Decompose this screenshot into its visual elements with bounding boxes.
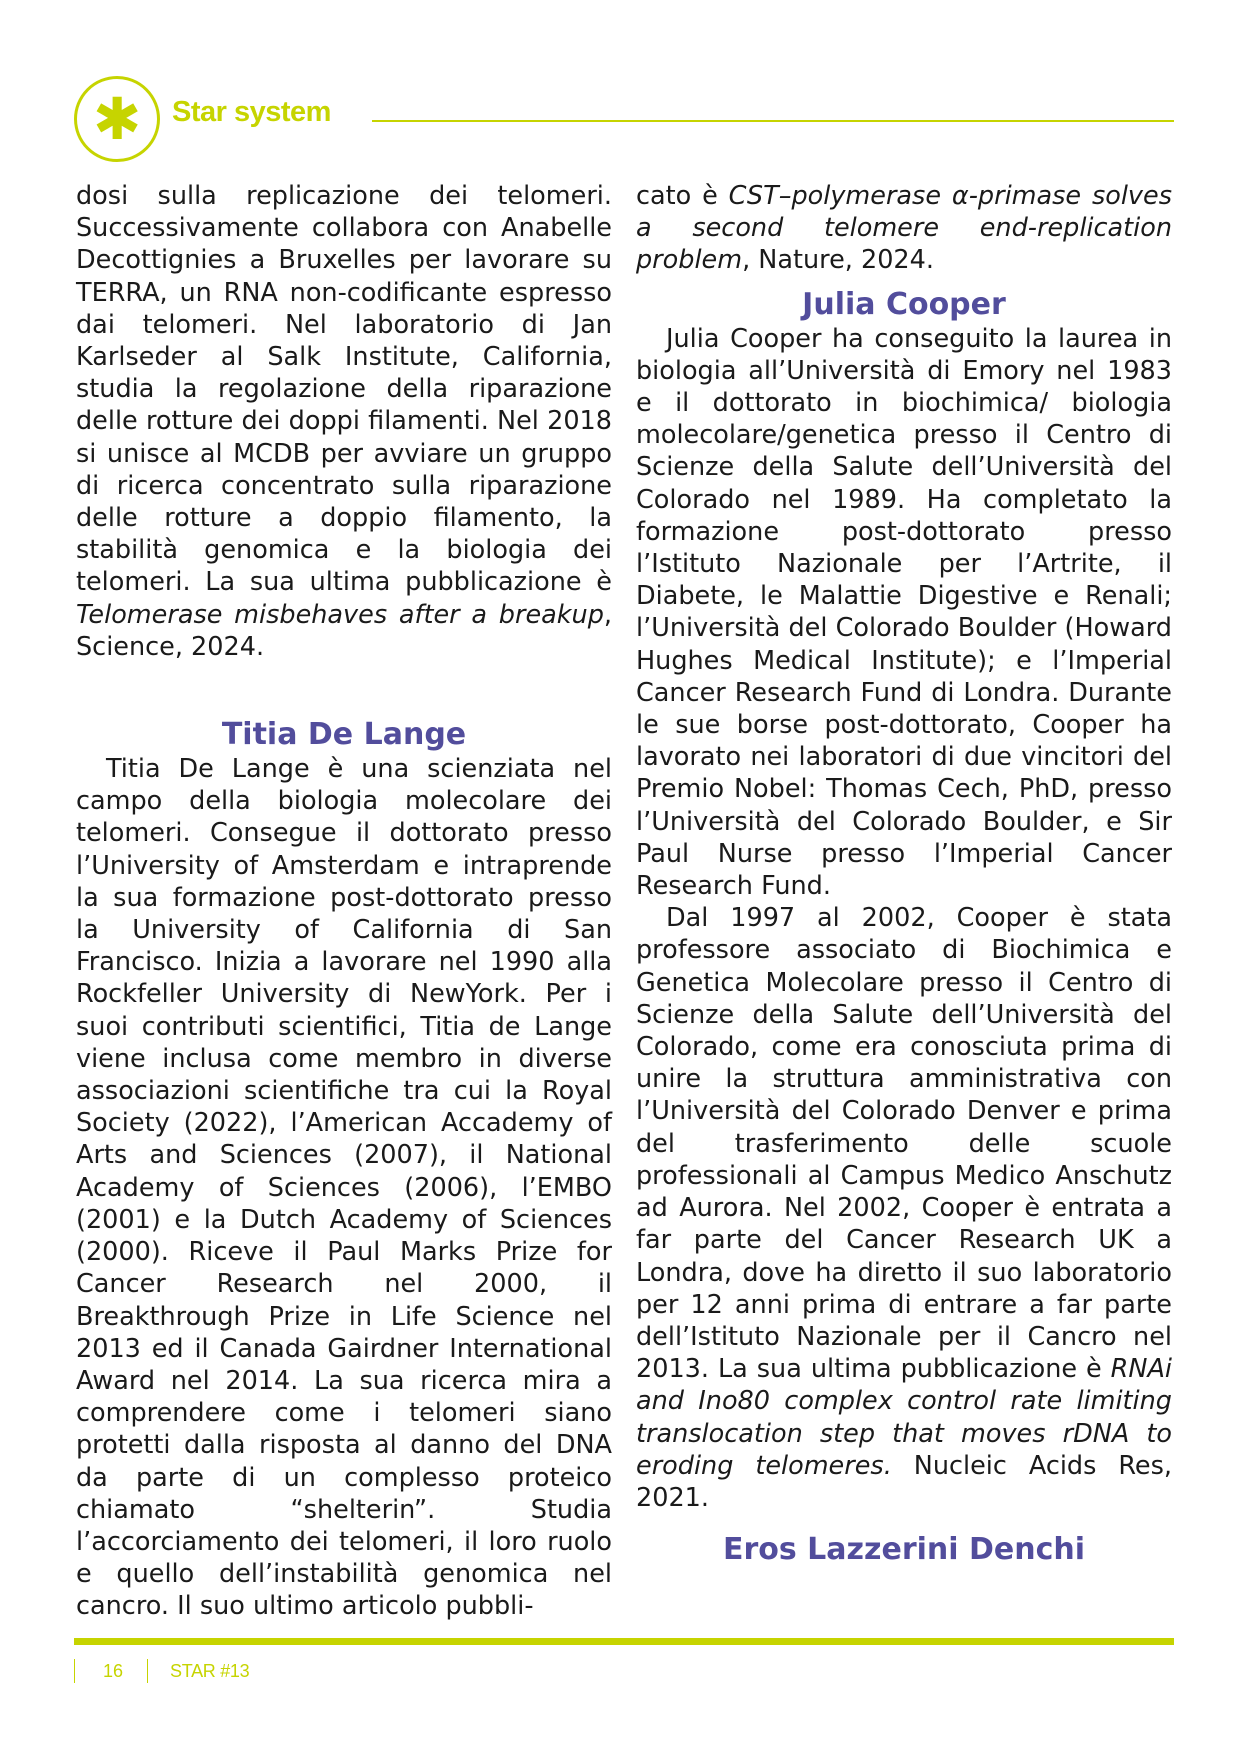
publication-title: RNAi and Ino80 complex control rate limiting translocation step that moves rDNA to eroding telomeres.: [636, 1354, 1172, 1481]
page-footer: [74, 1656, 249, 1686]
paragraph-text: Dal 1997 al 2002, Cooper è stata professore associato di Biochimica e Genetica Molecolare presso il Centro di Scienze della Salute dell’Università del Colorado, come era conosciuta prima di unire la struttura amministrativa con l’Università del Colorado Denver e prima del trasferimento delle scuole professionali al Campus Medico Anschutz ad Aurora. Nel 2002, Cooper è entrata a far parte del Cancer Research UK a Londra, dove ha diretto il suo laboratorio per 12 anni prima di entrare a far parte dell’Istituto Nazionale per il Cancro nel 2013. La sua ultima pubblicazione è: [636, 903, 1172, 1385]
publication-source: , Science, 2024.: [76, 599, 612, 662]
section-badge: [74, 76, 160, 162]
section-title: Star system: [172, 96, 331, 128]
publication-source: Nucleic Acids Res, 2021.: [636, 1450, 1172, 1513]
header-divider: [372, 120, 1174, 122]
page-number: 16: [103, 1660, 124, 1681]
section-heading-eros-lazzerini-denchi: Eros Lazzerini Denchi: [722, 1532, 1086, 1568]
paragraph-julia-cooper-2: [636, 902, 1172, 1514]
paragraph-text: cato è: [636, 181, 729, 211]
publication-title: Telomerase misbehaves after a breakup: [76, 599, 604, 630]
asterisk-icon: ✱: [92, 85, 142, 153]
section-heading-titia-de-lange: Titia De Lange: [221, 717, 467, 753]
publication-title: CST–polymerase α-primase solves a second telomere end-replication problem: [636, 181, 1172, 276]
paragraph-titia-de-lange: Titia De Lange è una scienziata nel campo della biologia molecolare dei telomeri. Consegue il dottorato presso l’University of Amsterdam e intraprende la sua formazione post-dottorato presso la University of California di San Francisco. Inizia a lavorare nel 1990 alla Rockfeller University di NewYork. Per i suoi contributi scientifici, Titia de Lange viene inclusa come membro in diverse associazioni scientifiche tra cui la Royal Society (2022), l’American Accademy of Arts and Sciences (2007), il National Academy of Sciences (2006), l’EMBO (2001) e la Dutch Academy of Sciences (2000). Riceve il Paul Marks Prize for Cancer Research nel 2000, il Breakthrough Prize in Life Science nel 2013 ed il Canada Gairdner International Award nel 2014. La sua ricerca mira a comprendere come i telomeri siano protetti dalla risposta al danno del DNA da parte di un complesso proteico chiamato “shelterin”. Studia l’accorciamento dei telomeri, il loro ruolo e quello dell’instabilità genomica nel cancro. Il suo ultimo articolo pubbli-: [76, 754, 612, 1622]
publication-source: , Nature, 2024.: [742, 245, 934, 276]
paragraph-continued: [636, 180, 1172, 277]
paragraph-text: dosi sulla replicazione dei telomeri. Successivamente collabora con Anabelle Decottignies a Bruxelles per lavorare su TERRA, un RNA non-codificante espresso dai telomeri. Nel laboratorio di Jan Karlseder al Salk Institute, California, studia la regolazione della riparazione delle rotture dei doppi filamenti. Nel 2018 si unisce al MCDB per avviare un gruppo di ricerca concentrato sulla riparazione delle rotture a doppio filamento, la stabilità genomica e la biologia dei telomeri. La sua ultima pubblicazione è: [76, 181, 612, 598]
left-column: [76, 180, 612, 1623]
magazine-issue: STAR #13: [170, 1660, 250, 1681]
section-heading-julia-cooper: Julia Cooper: [802, 286, 1006, 322]
paragraph-julia-cooper-1: Julia Cooper ha conseguito la laurea in biologia all’Università di Emory nel 1983 e il dottorato in biochimica/ biologia molecolare/genetica presso il Centro di Scienze della Salute dell’Università del Colorado nel 1989. Ha completato la formazione post-dottorato presso l’Istituto Nazionale per l’Artrite, il Diabete, le Malattie Digestive e Renali; l’Università del Colorado Boulder (Howard Hughes Medical Institute); e l’Imperial Cancer Research Fund di Londra. Durante le sue borse post-dottorato, Cooper ha lavorato nei laboratori di due vincitori del Premio Nobel: Thomas Cech, PhD, presso l’Università del Colorado Boulder, e Sir Paul Nurse presso l’Imperial Cancer Research Fund.: [636, 323, 1172, 902]
footer-divider: [74, 1638, 1174, 1645]
right-column: [636, 180, 1172, 1568]
paragraph-continued: [76, 180, 612, 663]
